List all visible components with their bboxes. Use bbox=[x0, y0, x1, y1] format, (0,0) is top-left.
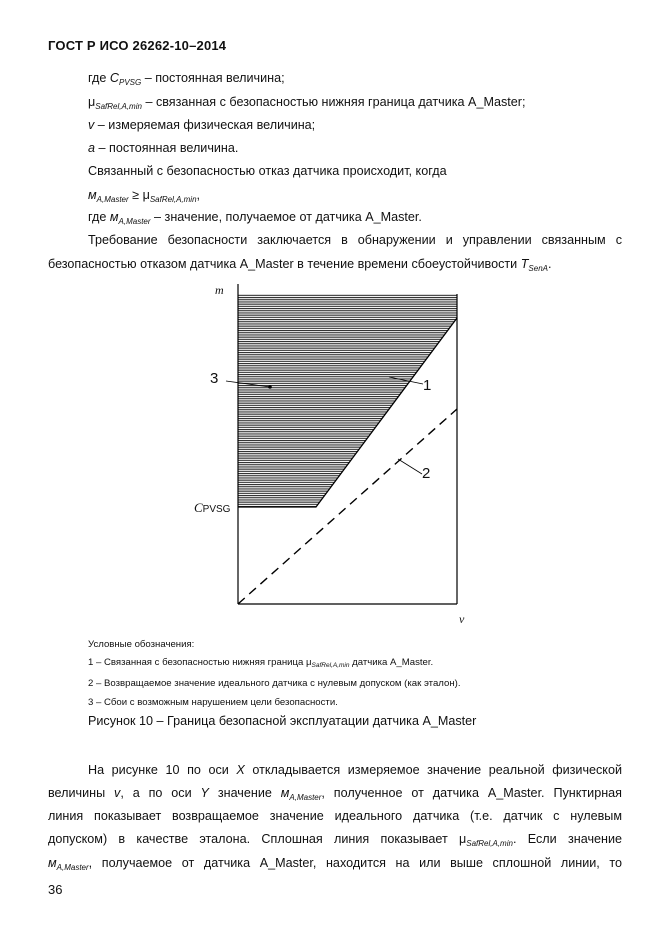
body-line-5 bbox=[48, 855, 622, 876]
legend-item-3: 3 – Сбои с возможным нарушением цели безопасности. bbox=[88, 697, 338, 708]
body-l4b: . Если значение bbox=[512, 832, 622, 846]
requirement-end: . bbox=[547, 257, 552, 271]
legend-item-1-suffix: датчика A_Master. bbox=[349, 657, 434, 668]
requirement-t-symbol: T bbox=[520, 257, 529, 271]
body-l4a: допуском) в качестве эталона. Сплошная линия показывает μ bbox=[48, 832, 467, 846]
body-l5m: м bbox=[48, 856, 57, 870]
figure-label-2: 2 bbox=[422, 465, 431, 482]
def-cpvsg-sub: PVSG bbox=[119, 78, 142, 87]
formula-m-sub: A,Master bbox=[96, 195, 129, 204]
def-v-text: – измеряемая физическая величина; bbox=[94, 118, 316, 132]
body-line-1 bbox=[88, 762, 622, 778]
body-l5sub: A,Master bbox=[56, 863, 89, 872]
def-cpvsg-prefix: где bbox=[88, 71, 110, 85]
body-l1x: X bbox=[236, 763, 245, 777]
failure-statement: Связанный с безопасностью отказ датчика происходит, когда bbox=[88, 164, 447, 178]
body-l2v: v bbox=[114, 786, 121, 800]
formula-m-symbol: м bbox=[88, 188, 97, 202]
y-axis-label: m bbox=[215, 283, 224, 297]
def-a-text: – постоянная величина. bbox=[95, 141, 239, 155]
def-m-text: – значение, получаемое от датчика A_Master. bbox=[150, 210, 422, 224]
cpvsg-symbol: C bbox=[194, 500, 203, 515]
requirement-t-sub: SenA bbox=[528, 264, 548, 273]
def-mu-symbol: μ bbox=[88, 95, 96, 109]
body-l2a: величины bbox=[48, 786, 115, 800]
legend-item-2: 2 – Возвращаемое значение идеального датчика с нулевым допуском (как эталон). bbox=[88, 678, 461, 689]
legend-title: Условные обозначения: bbox=[88, 639, 195, 650]
body-l1b: откладывается измеряемое значение реальной физической bbox=[244, 763, 622, 777]
def-cpvsg-text: – постоянная величина; bbox=[141, 71, 285, 85]
body-l2c: значение bbox=[208, 786, 281, 800]
figure-caption: Рисунок 10 – Граница безопасной эксплуатации датчика A_Master bbox=[88, 714, 477, 728]
figure-label-1: 1 bbox=[423, 377, 432, 394]
cpvsg-sub: PVSG bbox=[202, 504, 231, 515]
page-number: 36 bbox=[48, 882, 63, 897]
requirement-line-1: Требование безопасности заключается в обнаружении и управлении связанным с bbox=[88, 233, 622, 247]
body-l2d: , полученное от датчика A_Master. Пунктирная bbox=[321, 786, 622, 800]
legend-item-1-prefix: 1 – Связанная с безопасностью нижняя граница μ bbox=[88, 657, 312, 668]
leader-line-2 bbox=[398, 459, 422, 474]
formula-end: , bbox=[196, 188, 201, 202]
body-l2y: Y bbox=[200, 786, 209, 800]
body-l2sub: A,Master bbox=[289, 793, 322, 802]
def-a-symbol: a bbox=[88, 141, 96, 155]
marker-dot-3 bbox=[268, 385, 272, 389]
body-l4sub: SafRel,A,min bbox=[466, 839, 513, 848]
body-l1a: На рисунке 10 по оси bbox=[88, 763, 237, 777]
body-l2m: м bbox=[280, 786, 290, 800]
def-m-symbol: м bbox=[109, 210, 119, 224]
body-l2b: , а по оси bbox=[120, 786, 201, 800]
page-header: ГОСТ Р ИСО 26262-10–2014 bbox=[48, 38, 227, 53]
def-mu-sub: SafRel,A,min bbox=[95, 102, 142, 111]
legend-item-1-sub: SafRel,A,min bbox=[311, 662, 350, 669]
body-line-4 bbox=[48, 831, 622, 852]
def-cpvsg-symbol: C bbox=[109, 71, 119, 85]
def-m-sub: A,Master bbox=[118, 217, 151, 226]
x-axis-label: v bbox=[459, 612, 465, 626]
def-mu-text: – связанная с безопасностью нижняя граница датчика A_Master; bbox=[141, 95, 526, 109]
legend-item-1 bbox=[88, 657, 433, 669]
def-v-symbol: v bbox=[88, 118, 95, 132]
cpvsg-label bbox=[194, 500, 230, 516]
def-m-prefix: где bbox=[88, 210, 110, 224]
formula-mu-sub: SafRel,A,min bbox=[149, 195, 197, 204]
body-line-3: линия показывает возвращаемое значение идеального датчика (т.е. датчик с нулевым bbox=[48, 809, 622, 823]
formula-op: ≥ μ bbox=[128, 188, 150, 202]
body-line-2 bbox=[48, 785, 622, 806]
requirement-text: безопасностью отказом датчика A_Master в течение времени сбоеустойчивости bbox=[48, 257, 521, 271]
body-l5b: , получаемое от датчика A_Master, находится на или выше сплошной линии, то bbox=[88, 856, 622, 870]
figure-label-3: 3 bbox=[210, 370, 219, 387]
